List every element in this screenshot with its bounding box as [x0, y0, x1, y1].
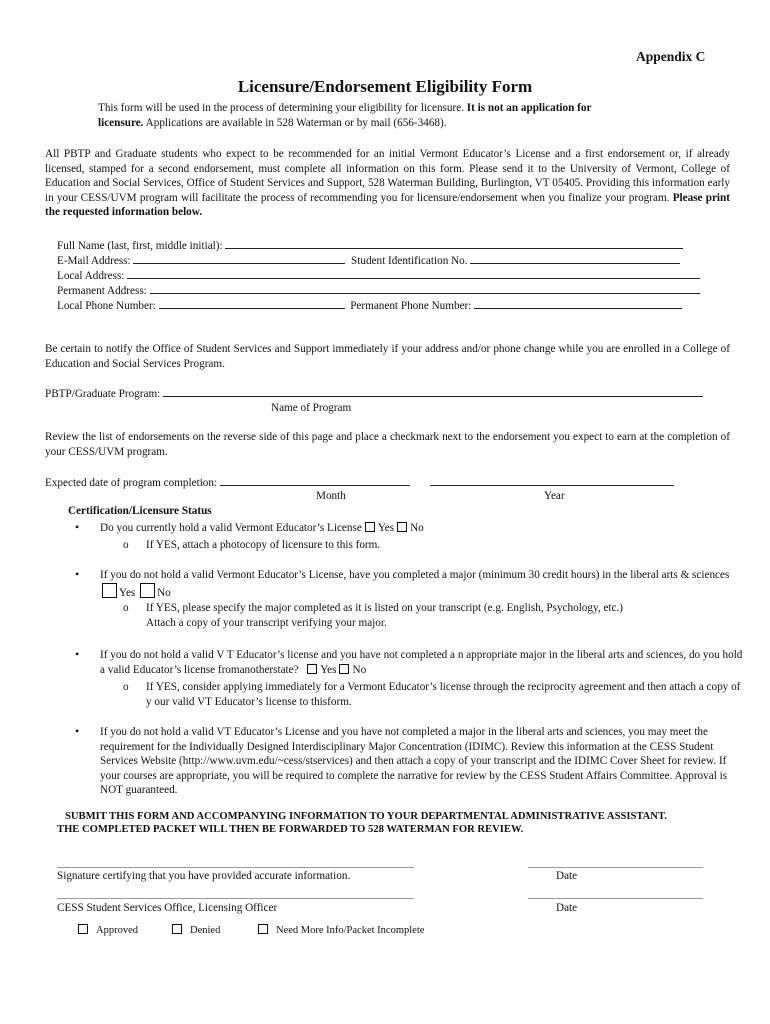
- date-line-2[interactable]: [528, 898, 703, 899]
- certification-heading: Certification/Licensure Status: [68, 505, 212, 517]
- q3-no-label: No: [352, 663, 367, 676]
- date-label-2: Date: [556, 902, 578, 914]
- year-field[interactable]: [430, 475, 674, 486]
- question-2-text: If you do not hold a valid Vermont Educator’s License, have you completed a major (minimum 30 credit hours) in the liberal arts & sciences: [100, 569, 730, 581]
- student-id-field[interactable]: [470, 253, 680, 264]
- month-caption: Month: [316, 490, 346, 502]
- contact-fields: [57, 238, 727, 313]
- appendix-label: Appendix C: [636, 49, 706, 64]
- instructions-paragraph: [45, 147, 730, 220]
- notify-paragraph: Be certain to notify the Office of Student Services and Support immediately if your address and/or phone change while you are enrolled in a College of Education and Social Services Program.: [45, 343, 730, 370]
- expected-date-row: [45, 475, 674, 491]
- permanent-phone-field[interactable]: [474, 298, 682, 309]
- q1-no-label: No: [410, 522, 424, 534]
- question-1-text: Do you currently hold a valid Vermont Educator’s License: [100, 522, 362, 534]
- question-3: [100, 648, 748, 677]
- instructions-text: All PBTP and Graduate students who expect to be recommended for an initial Vermont Educator’s License and a first endorsement or, if already licensed, stamped for a second endorsement, must complete all information on this form. Please send it to the University of Vermont, College of Education and Social Services, Office of Student Services and Support, 528 Waterman Building, Burlington, VT 05405. Providing this information early in your CESS/UVM program will facilitate the process of recommending you for licensure/endorsement when you finalize your program.: [45, 148, 730, 204]
- q1-sub-text: If YES, attach a photocopy of licensure to this form.: [146, 539, 381, 551]
- q1-no-checkbox[interactable]: [397, 522, 407, 532]
- instructions-bold: Please print the requested information below.: [45, 191, 730, 219]
- denied-option[interactable]: [172, 924, 220, 939]
- bullet-2: •: [75, 567, 80, 581]
- q3-yes-label: Yes: [320, 663, 337, 676]
- submit-line-2: THE COMPLETED PACKET WILL THEN BE FORWARDED TO 528 WATERMAN FOR REVIEW.: [57, 824, 524, 835]
- program-row: [45, 386, 703, 402]
- program-label: PBTP/Graduate Program:: [45, 388, 164, 400]
- phone-row: [57, 298, 727, 313]
- intro-text-1: This form will be used in the process of determining your eligibility for licensure.: [98, 102, 467, 114]
- local-phone-label: Local Phone Number:: [57, 300, 159, 312]
- q2-yes-label: Yes: [119, 586, 136, 599]
- month-field[interactable]: [220, 475, 410, 486]
- year-caption: Year: [544, 490, 565, 502]
- q3-sub-text: If YES, consider applying immediately for a Vermont Educator’s license through the reciprocity agreement and then attach a copy of y our valid VT Educator’s license to thisform.: [146, 681, 741, 708]
- student-id-label: Student Identification No.: [351, 255, 471, 267]
- local-address-row: [57, 268, 727, 283]
- q3-sub-marker: o: [123, 681, 129, 693]
- date-label-1: Date: [556, 870, 578, 882]
- q2-sub-text-2: Attach a copy of your transcript verifying your major.: [146, 617, 387, 629]
- bullet-1: •: [75, 520, 80, 534]
- question-1: [100, 521, 748, 536]
- submit-line-1: SUBMIT THIS FORM AND ACCOMPANYING INFORMATION TO YOUR DEPARTMENTAL ADMINISTRATIVE ASSISTANT.: [65, 811, 667, 822]
- need-more-info-checkbox[interactable]: [258, 924, 268, 934]
- local-address-label: Local Address:: [57, 270, 128, 282]
- full-name-row: [57, 238, 727, 253]
- denied-label: Denied: [190, 925, 221, 936]
- q3-yes-checkbox[interactable]: [307, 664, 317, 674]
- expected-date-label: Expected date of program completion:: [45, 477, 220, 489]
- approved-label: Approved: [96, 925, 138, 936]
- permanent-address-field[interactable]: [150, 283, 700, 294]
- q1-yes-checkbox[interactable]: [365, 522, 375, 532]
- denied-checkbox[interactable]: [172, 924, 182, 934]
- question-4: If you do not hold a valid VT Educator’s License and you have not completed a major in the liberal arts and sciences, you may meet the requirement for the Individually Designed Interdisciplinary Major Concentration (IDIMC). Review this information at the CESS Student Services Website (http://www.uvm.edu/~cess/stservices) and then attach a copy of your transcript and the IDIMC Cover Sheet for review. If your courses are appropriate, you will be required to complete the narrative for review by the CESS Student Affairs Committee. Approval is NOT guaranteed.: [100, 726, 728, 797]
- program-field[interactable]: [163, 386, 703, 397]
- full-name-label: Full Name (last, first, middle initial):: [57, 240, 226, 252]
- permanent-phone-label: Permanent Phone Number:: [350, 300, 475, 312]
- q2-sub-text-1: If YES, please specify the major completed as it is listed on your transcript (e.g. English, Psychology, etc.): [146, 602, 624, 614]
- review-paragraph: Review the list of endorsements on the reverse side of this page and place a checkmark next to the endorsement you expect to earn at the completion of your CESS/UVM program.: [45, 431, 730, 458]
- question-3-text: If you do not hold a valid V T Educator’s license and you have not completed a n appropriate major in the liberal arts and sciences, do you hold a valid Educator’s license fromanotherstate?: [100, 649, 743, 676]
- date-line-1[interactable]: [528, 867, 703, 868]
- q2-yes-checkbox[interactable]: [102, 583, 117, 598]
- form-title: Licensure/Endorsement Eligibility Form: [237, 77, 533, 96]
- officer-signature-line[interactable]: [57, 898, 414, 899]
- intro-bold-1: It is not an application for: [466, 102, 592, 114]
- bullet-3: •: [75, 647, 80, 661]
- q3-no-checkbox[interactable]: [339, 664, 349, 674]
- intro-text-2: Applications are available in 528 Waterman or by mail (656-3468).: [143, 116, 447, 129]
- intro-text: [98, 101, 698, 130]
- local-address-field[interactable]: [127, 268, 700, 279]
- email-row: [57, 253, 727, 268]
- local-phone-field[interactable]: [159, 298, 345, 309]
- q1-yes-label: Yes: [377, 522, 395, 534]
- officer-label: CESS Student Services Office, Licensing Officer: [57, 902, 278, 914]
- q2-no-checkbox[interactable]: [140, 583, 155, 598]
- need-more-info-label: Need More Info/Packet Incomplete: [276, 925, 425, 936]
- permanent-address-label: Permanent Address:: [57, 285, 150, 297]
- q1-sub-marker: o: [123, 539, 129, 551]
- submit-instructions: [57, 810, 737, 836]
- email-label: E-Mail Address:: [57, 255, 134, 267]
- permanent-address-row: [57, 283, 727, 298]
- question-2: [100, 568, 748, 600]
- bullet-4: •: [75, 724, 80, 738]
- intro-bold-2: licensure.: [98, 116, 144, 129]
- q2-no-label: No: [157, 586, 171, 599]
- approved-checkbox[interactable]: [78, 924, 88, 934]
- email-field[interactable]: [133, 253, 345, 264]
- full-name-field[interactable]: [225, 238, 683, 249]
- approved-option[interactable]: [78, 924, 138, 939]
- need-more-info-option[interactable]: [258, 924, 424, 939]
- q2-sub-marker: o: [123, 602, 129, 614]
- program-caption: Name of Program: [271, 402, 352, 414]
- signature-line[interactable]: [57, 867, 414, 868]
- signature-label: Signature certifying that you have provided accurate information.: [57, 870, 351, 882]
